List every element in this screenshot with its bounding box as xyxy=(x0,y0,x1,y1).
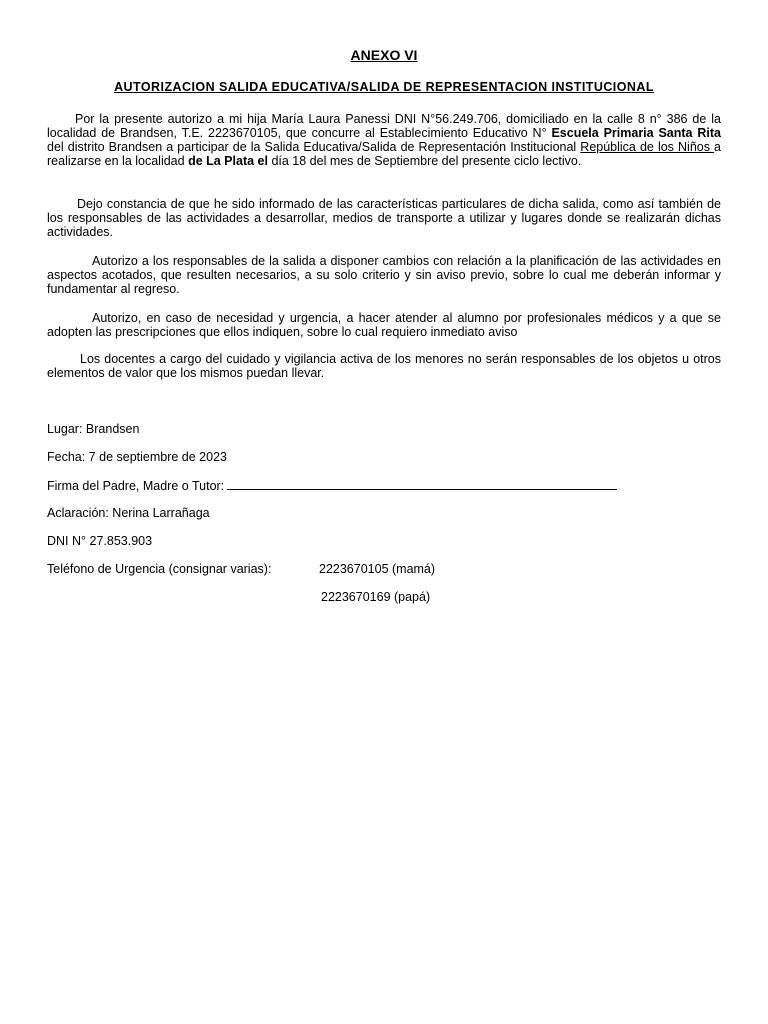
phone-father: 2223670169 (papá) xyxy=(321,590,431,604)
page-title: ANEXO VI xyxy=(350,47,418,63)
place-field: Lugar: Brandsen xyxy=(47,422,140,436)
signature-label: Firma del Padre, Madre o Tutor: xyxy=(47,479,225,493)
document-subtitle: AUTORIZACION SALIDA EDUCATIVA/SALIDA DE REPRESENTACION INSTITUCIONAL xyxy=(114,80,654,94)
paragraph-text: Por la presente autorizo a mi hija María Laura Panessi DNI N°56.249.706, domiciliado en la calle 8 n° 386 de la localidad de Brandsen, T.E. 2223670105, que concurre al Establecimiento Educativo N° xyxy=(47,112,721,140)
date-field: Fecha: 7 de septiembre de 2023 xyxy=(47,450,227,464)
locality-name: de La Plata el xyxy=(188,154,268,168)
paragraph-liability: Los docentes a cargo del cuidado y vigilancia activa de los menores no serán responsables de los objetos u otros elementos de valor que los mismos puedan llevar. xyxy=(47,352,721,380)
paragraph-text: a realizarse en la localidad xyxy=(47,140,721,168)
clarification-field: Aclaración: Nerina Larrañaga xyxy=(47,506,210,520)
paragraph-changes: Autorizo a los responsables de la salida a disponer cambios con relación a la planificación de las actividades en aspectos acotados, que resulten necesarios, a su solo criterio y sin aviso previo, sobre lo cual me deberán informar y fundamentar al regreso. xyxy=(47,254,721,296)
paragraph-text: del distrito Brandsen a participar de la Salida Educativa/Salida de Representación Institucional xyxy=(47,140,581,154)
emergency-phone-label: Teléfono de Urgencia (consignar varias): xyxy=(47,562,272,576)
destination-name: República de los Niños xyxy=(580,140,715,154)
signature-line xyxy=(227,478,617,490)
dni-field: DNI N° 27.853.903 xyxy=(47,534,153,548)
school-name: Escuela Primaria Santa Rita xyxy=(551,126,721,140)
paragraph-text: día 18 del mes de Septiembre del presente ciclo lectivo. xyxy=(267,154,582,168)
paragraph-authorization xyxy=(47,112,721,168)
phone-mother: 2223670105 (mamá) xyxy=(319,562,436,576)
paragraph-acknowledgement: Dejo constancia de que he sido informado de las características particulares de dicha salida, como así también de los responsables de las actividades a desarrollar, medios de transporte a utilizar y lugares donde se realizarán dichas actividades. xyxy=(47,197,721,239)
signature-field xyxy=(47,478,617,493)
paragraph-medical: Autorizo, en caso de necesidad y urgencia, a hacer atender al alumno por profesionales médicos y a que se adopten las prescripciones que ellos indiquen, sobre lo cual requiero inmediato aviso xyxy=(47,311,721,339)
